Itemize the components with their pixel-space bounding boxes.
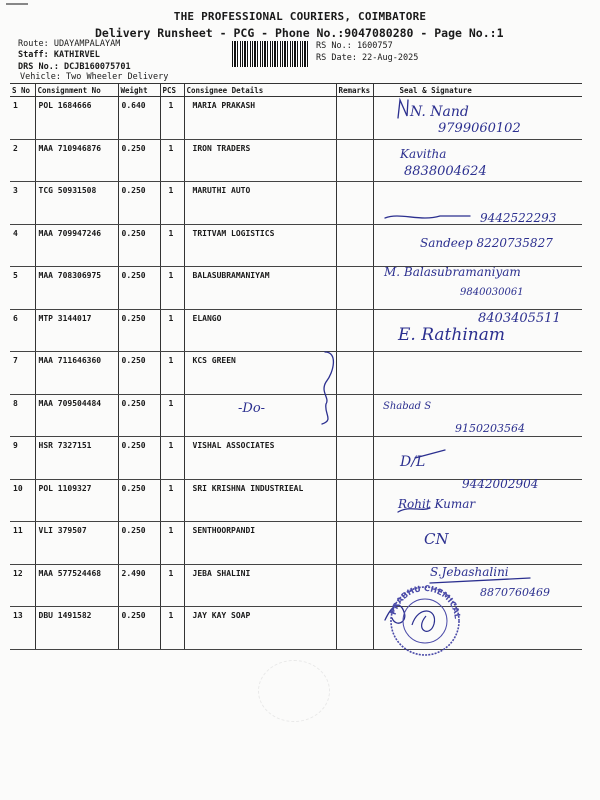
signature-name: N. Nand [410,104,469,120]
col-consignment: Consignment No [35,84,118,97]
scan-mark [6,3,28,5]
row-pcs: 1 [160,522,184,565]
row-sno: 11 [10,522,35,565]
signature-phone: 9150203564 [455,422,525,435]
row-signature [373,267,582,310]
row-sno: 12 [10,564,35,607]
col-sno: S No [10,84,35,97]
row-remarks [336,522,373,565]
row-signature [373,522,582,565]
company-title: THE PROFESSIONAL COURIERS, COIMBATORE [173,10,427,23]
table-row [10,224,582,267]
row-consignment-no: MAA 709504484 [35,394,118,437]
row-pcs: 1 [160,267,184,310]
row-remarks [336,394,373,437]
table-row [10,564,582,607]
row-weight: 0.250 [118,479,160,522]
row-remarks [336,182,373,225]
row-consignee: VISHAL ASSOCIATES [184,437,336,480]
table-row [10,97,582,140]
row-remarks [336,224,373,267]
runsheet-subtitle: Delivery Runsheet - PCG - Phone No.:9047080280 - Page No.:1 [95,26,504,40]
row-sno: 10 [10,479,35,522]
row-pcs: 1 [160,309,184,352]
row-weight: 0.250 [118,182,160,225]
row-consignee: MARUTHI AUTO [184,182,336,225]
row-sno: 4 [10,224,35,267]
signature-phone: 8838004624 [404,164,487,179]
row-sno: 3 [10,182,35,225]
table-row [10,607,582,650]
row-weight: 0.250 [118,522,160,565]
signature-phone: 9442002904 [462,477,539,491]
table-row [10,352,582,395]
signature-name: Rohit Kumar [398,497,476,511]
row-sno: 9 [10,437,35,480]
signature-name: D/L [400,454,426,470]
row-consignment-no: MAA 577524468 [35,564,118,607]
faint-stamp-impression [258,660,330,722]
row-consignee: MARIA PRAKASH [184,97,336,140]
signature-name: S.Jebashalini [430,565,509,579]
row-weight: 0.640 [118,97,160,140]
table-row [10,309,582,352]
row-sno: 8 [10,394,35,437]
row-consignment-no: HSR 7327151 [35,437,118,480]
table-row [10,182,582,225]
row-weight: 0.250 [118,607,160,650]
row-consignee: JAY KAY SOAP [184,607,336,650]
row-weight: 0.250 [118,394,160,437]
signature-phone: 9840030061 [460,287,524,298]
row-remarks [336,267,373,310]
table-row [10,437,582,480]
row-consignment-no: VLI 379507 [35,522,118,565]
row-remarks [336,139,373,182]
table-row [10,139,582,182]
signature-name: M. Balasubramaniyam [384,265,521,279]
barcode [232,41,310,67]
row-consignment-no: MAA 709947246 [35,224,118,267]
row-consignment-no: TCG 50931508 [35,182,118,225]
row-sno: 5 [10,267,35,310]
row-consignment-no: MAA 711646360 [35,352,118,395]
row-pcs: 1 [160,607,184,650]
row-signature [373,352,582,395]
row-weight: 0.250 [118,437,160,480]
row-remarks [336,564,373,607]
table-header-row [10,84,582,97]
rs-number: RS No.: 1600757 [316,41,393,51]
row-pcs: 1 [160,394,184,437]
col-signature: Seal & Signature [373,84,582,97]
row-weight: 0.250 [118,139,160,182]
row-signature [373,139,582,182]
row-consignee: TRITVAM LOGISTICS [184,224,336,267]
drs-number: DRS No.: DCJB160075701 [18,62,131,72]
row-consignment-no: DBU 1491582 [35,607,118,650]
row-signature [373,182,582,225]
row-sno: 1 [10,97,35,140]
row-weight: 0.250 [118,267,160,310]
row-pcs: 1 [160,564,184,607]
signature-name: Sandeep 8220735827 [420,236,553,250]
row-remarks [336,97,373,140]
col-pcs: PCS [160,84,184,97]
rs-date: RS Date: 22-Aug-2025 [316,53,419,63]
row-sno: 7 [10,352,35,395]
row-consignment-no: POL 1109327 [35,479,118,522]
row-pcs: 1 [160,352,184,395]
row-sno: 2 [10,139,35,182]
row-pcs: 1 [160,224,184,267]
row-remarks [336,437,373,480]
row-consignee: SRI KRISHNA INDUSTRIEAL [184,479,336,522]
route-label: Route: UDAYAMPALAYAM [18,39,121,49]
row-signature [373,564,582,607]
row-pcs: 1 [160,139,184,182]
seal-text: PRABHU CHEMICAL [388,583,462,620]
signature-phone: 8870760469 [480,586,550,599]
signature-name: E. Rathinam [398,325,505,345]
row-consignment-no: MAA 710946876 [35,139,118,182]
table-row [10,267,582,310]
row-signature [373,479,582,522]
row-pcs: 1 [160,182,184,225]
row-signature [373,97,582,140]
signature-phone: 9442522293 [480,211,557,225]
row-signature [373,309,582,352]
signature-phone: 8403405511 [478,311,561,326]
row-remarks [336,309,373,352]
signature-name: Kavitha [400,147,447,161]
row-signature [373,224,582,267]
row-pcs: 1 [160,479,184,522]
row-consignment-no: POL 1684666 [35,97,118,140]
vehicle-label: Vehicle: Two Wheeler Delivery [20,72,169,82]
row-signature [373,607,582,650]
row-sno: 13 [10,607,35,650]
row-remarks [336,479,373,522]
signature-phone: 9799060102 [438,121,521,136]
row-consignee: IRON TRADERS [184,139,336,182]
col-weight: Weight [118,84,160,97]
col-remarks: Remarks [336,84,373,97]
signature-name: CN [424,530,449,548]
signature-name: Shabad S [383,401,432,412]
row-consignee: SENTHOORPANDI [184,522,336,565]
row-pcs: 1 [160,437,184,480]
row-sno: 6 [10,309,35,352]
row-consignment-no: MAA 708306975 [35,267,118,310]
row-consignee [184,394,336,437]
table-row [10,394,582,437]
row-signature [373,437,582,480]
col-consignee: Consignee Details [184,84,336,97]
staff-label: Staff: KATHIRVEL [18,50,100,60]
row-consignee: BALASUBRAMANIYAM [184,267,336,310]
ditto-mark: -Do- [238,401,266,416]
row-remarks [336,607,373,650]
row-weight: 0.250 [118,309,160,352]
row-consignee: JEBA SHALINI [184,564,336,607]
runsheet-table [10,83,582,650]
row-weight: 0.250 [118,352,160,395]
row-consignee: KCS GREEN [184,352,336,395]
table-row [10,479,582,522]
row-weight: 0.250 [118,224,160,267]
row-consignment-no: MTP 3144017 [35,309,118,352]
row-consignee: ELANGO [184,309,336,352]
row-remarks [336,352,373,395]
table-row [10,522,582,565]
row-weight: 2.490 [118,564,160,607]
row-pcs: 1 [160,97,184,140]
row-signature [373,394,582,437]
